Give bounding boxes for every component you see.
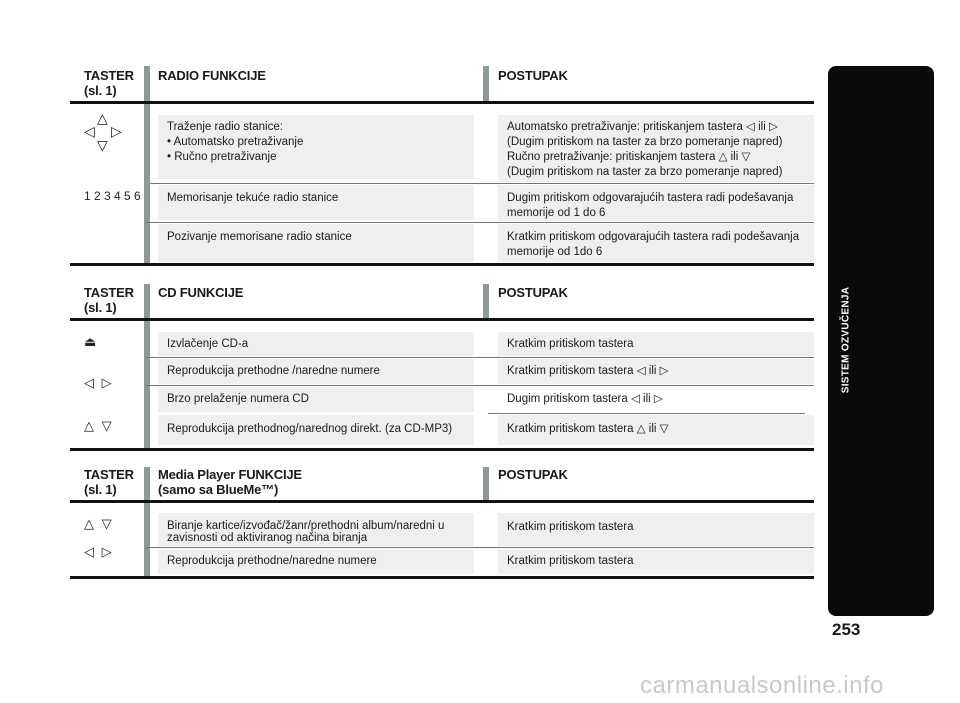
page-number: 253 [832,620,861,639]
prev-next-icons: ◁ ▷ [84,544,114,559]
text: Kratkim pritiskom odgovarajućih tastera radi podešavanja [507,231,800,243]
divider [144,467,150,577]
divider [144,284,150,449]
divider [146,357,814,358]
function-cell: Memorisanje tekuće radio stanice [158,185,474,220]
header-text: Media Player FUNKCIJE [158,467,302,482]
divider [70,576,814,579]
header-text: (samo sa BlueMe™) [158,482,279,497]
text: Traženje radio stanice: [167,121,283,133]
header-text: (sl. 1) [84,300,117,315]
function-cell [158,513,474,546]
text: (Dugim pritiskom na taster za brzo pomeranje napred) [507,166,783,178]
procedure-cell [498,115,814,182]
arrow-keys-icon: △ ◁ ▷ ▽ [84,110,122,153]
function-cell: Reprodukcija prethodne /naredne numere [158,359,474,384]
procedure-cell: Kratkim pritiskom tastera ◁ ili ▷ [498,359,814,384]
preset-keys: 1 2 3 4 5 6 [84,189,141,203]
divider [70,101,814,104]
procedure-cell [498,224,814,262]
divider [483,467,489,503]
watermark: carmanualsonline.info [640,672,884,699]
text: Ručno pretraživanje: pritiskanjem tastera △ ili ▽ [507,151,751,163]
text: • Automatsko pretraživanje [167,136,304,148]
divider [144,66,150,264]
procedure-cell [498,185,814,221]
divider [146,222,814,223]
procedure-cell: Dugim pritiskom tastera ◁ ili ▷ [498,387,814,412]
col-header-function: CD FUNKCIJE [158,285,244,300]
header-text: TASTER [84,467,134,482]
col-header-procedure: POSTUPAK [498,285,568,300]
procedure-cell: Kratkim pritiskom tastera [498,549,814,574]
col-header-taster [84,467,134,497]
up-down-icons: △ ▽ [84,516,114,531]
procedure-cell: Kratkim pritiskom tastera [498,513,814,546]
col-header-function [158,467,302,497]
text: memorije od 1 do 6 [507,207,606,219]
text: zavisnosti od aktiviranog načina biranja [167,532,368,544]
prev-next-icons: ◁ ▷ [84,375,114,390]
procedure-cell: Kratkim pritiskom tastera △ ili ▽ [498,415,814,445]
col-header-taster [84,285,134,315]
text: Automatsko pretraživanje: pritiskanjem tastera ◁ ili ▷ [507,121,778,133]
col-header-procedure: POSTUPAK [498,68,568,83]
header-text: TASTER [84,285,134,300]
eject-icon: ⏏ [84,334,99,349]
divider [70,263,814,266]
text: Dugim pritiskom odgovarajućih tastera radi podešavanja [507,192,794,204]
divider [150,183,814,184]
divider [146,385,814,386]
procedure-cell: Kratkim pritiskom tastera [498,332,814,356]
divider [146,547,814,548]
function-cell [158,115,474,179]
divider [70,318,814,321]
up-down-icons: △ ▽ [84,418,114,433]
col-header-function: RADIO FUNKCIJE [158,68,266,83]
col-header-taster [84,68,134,98]
divider [483,284,489,321]
text: • Ručno pretraživanje [167,151,277,163]
text: memorije od 1do 6 [507,246,603,258]
chapter-tab-label: SISTEM OZVUČENJA [840,286,852,394]
header-text: (sl. 1) [84,482,117,497]
header-text: TASTER [84,68,134,83]
text: (Dugim pritiskom na taster za brzo pomeranje napred) [507,136,783,148]
function-cell: Pozivanje memorisane radio stanice [158,224,474,262]
col-header-procedure: POSTUPAK [498,467,568,482]
function-cell: Brzo prelaženje numera CD [158,387,474,412]
divider [70,500,814,503]
header-text: (sl. 1) [84,83,117,98]
function-cell: Reprodukcija prethodne/naredne numere [158,549,474,574]
divider [70,448,814,451]
text: Biranje kartice/izvođač/žanr/prethodni album/naredni u [167,520,445,532]
function-cell: Izvlačenje CD-a [158,332,474,356]
divider [483,66,489,104]
function-cell: Reprodukcija prethodnog/narednog direkt. (za CD-MP3) [158,415,474,445]
divider [488,413,805,414]
